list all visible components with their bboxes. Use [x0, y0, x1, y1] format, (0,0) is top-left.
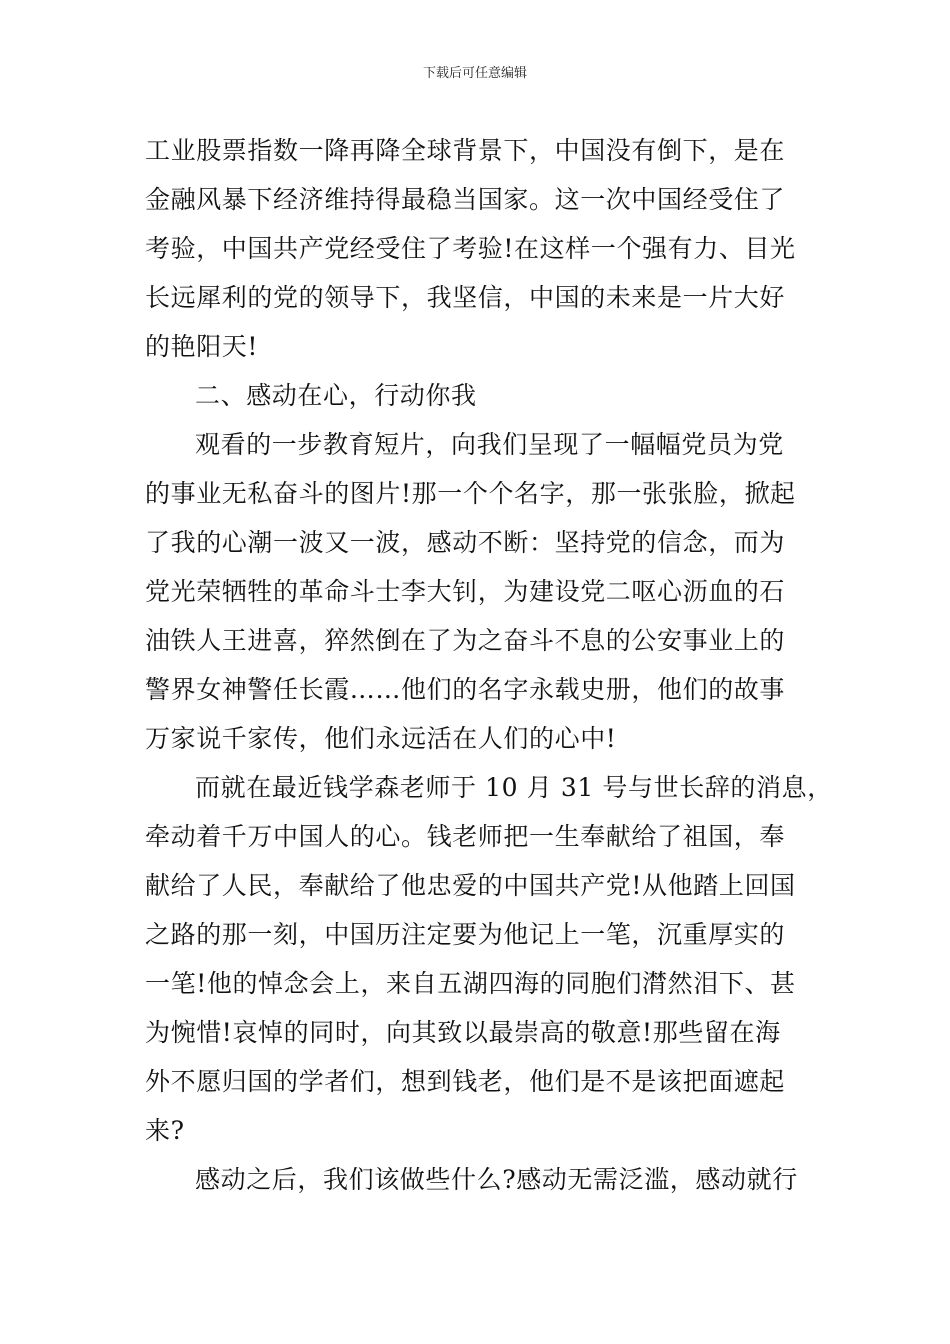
text-line: 的艳阳天!: [145, 332, 259, 361]
paragraph-1: [145, 126, 810, 371]
text-line: 观看的一步教育短片，向我们呈现了一幅幅党员为党: [195, 430, 784, 459]
text-line: 了我的心潮一波又一波，感动不断：坚持党的信念，而为: [145, 528, 786, 557]
text-line: 为惋惜!哀悼的同时，向其致以最崇高的敬意!那些留在海: [145, 1018, 781, 1047]
document-body: [145, 126, 833, 1204]
text-line: 长远犀利的党的领导下，我坚信，中国的未来是一片大好: [145, 283, 786, 312]
text-line: 党光荣牺牲的革命斗士李大钊，为建设党二呕心沥血的石: [145, 577, 786, 606]
text-line: 油铁人王进喜，猝然倒在了为之奋斗不息的公安事业上的: [145, 626, 786, 655]
page-header: 下载后可任意编辑: [422, 66, 527, 81]
text-line: 来?: [145, 1116, 185, 1145]
paragraph-2: [145, 420, 810, 763]
text-line: 感动之后，我们该做些什么?感动无需泛滥，感动就行: [195, 1165, 798, 1194]
text-line: 万家说千家传，他们永远活在人们的心中!: [145, 724, 617, 753]
section-heading: [145, 371, 810, 420]
paragraph-3: [145, 763, 833, 1155]
text-line: 的事业无私奋斗的图片!那一个个名字，那一张张脸，掀起: [145, 479, 796, 508]
section-heading-text: 二、感动在心，行动你我: [195, 381, 477, 410]
text-line: 之路的那一刻，中国历注定要为他记上一笔，沉重厚实的: [145, 920, 786, 949]
paragraph-4: [145, 1155, 810, 1204]
text-line: 工业股票指数一降再降全球背景下，中国没有倒下，是在: [145, 136, 786, 165]
text-line: 金融风暴下经济维持得最稳当国家。这一次中国经受住了: [145, 185, 786, 214]
text-line: 外不愿归国的学者们，想到钱老，他们是不是该把面遮起: [145, 1067, 786, 1096]
text-line: 献给了人民，奉献给了他忠爱的中国共产党!从他踏上回国: [145, 871, 796, 900]
text-line: 一笔!他的悼念会上，来自五湖四海的同胞们潸然泪下、甚: [145, 969, 796, 998]
text-line: 考验，中国共产党经受住了考验!在这样一个强有力、目光: [145, 234, 796, 263]
text-line: 牵动着千万中国人的心。钱老师把一生奉献给了祖国，奉: [145, 822, 786, 851]
text-line: 警界女神警任长霞……他们的名字永载史册，他们的故事: [145, 675, 786, 704]
text-line: 而就在最近钱学森老师于 10 月 31 号与世长辞的消息，: [195, 773, 833, 802]
